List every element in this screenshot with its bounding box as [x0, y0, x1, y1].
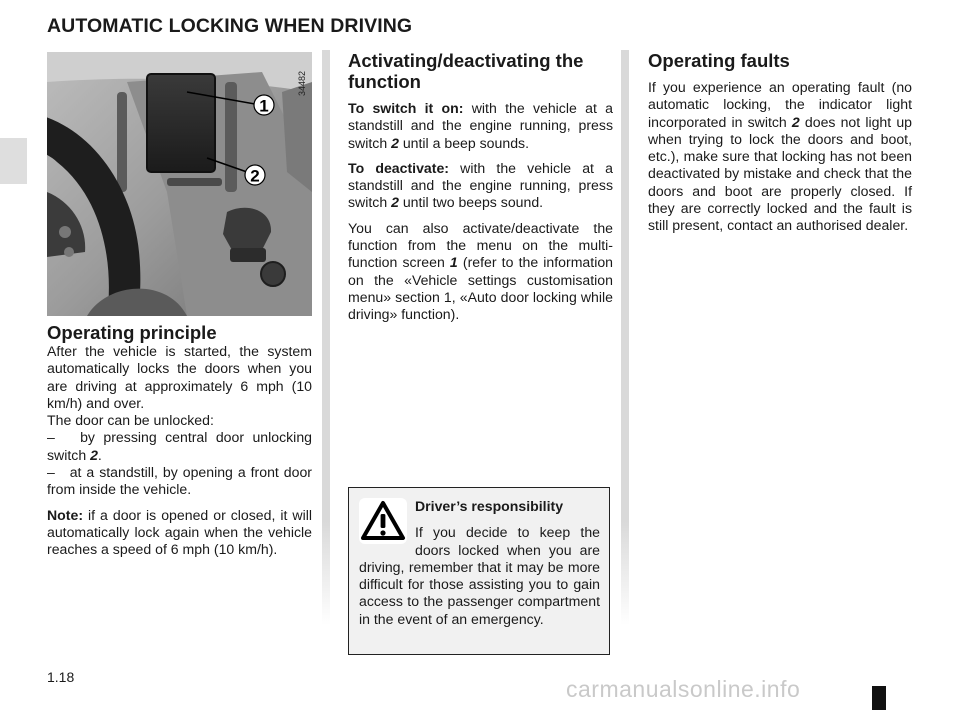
callout-1-label: 1	[259, 96, 269, 116]
faults-text-2: does not light up when trying to lock the doors and boot, etc.), make sure that locking has not been deactivated by mistake and check that the doors and boot are properly closed. If they are correctly locked and the fault is still present, contact an authorised dealer.	[648, 113, 912, 234]
menu-paragraph	[348, 220, 613, 324]
switch-on-text-2: until a beep sounds.	[398, 134, 529, 151]
warning-title: Driver’s responsibility	[415, 498, 564, 514]
faults-section	[648, 50, 912, 243]
unlock-intro: The door can be unlocked:	[47, 412, 214, 429]
faults-ref: 2	[791, 113, 800, 130]
deactivate-paragraph	[348, 160, 613, 212]
principle-section	[47, 322, 312, 567]
page-number: 1.18	[47, 669, 75, 685]
warning-triangle-icon	[359, 498, 407, 544]
callout-2-label: 2	[250, 166, 260, 186]
deactivate-text-1: with the vehicle at a standstill and the engine running, press switch	[348, 159, 613, 211]
faults-text	[648, 79, 912, 235]
unlock-option-1-end: .	[97, 446, 102, 463]
menu-ref: 1	[449, 254, 458, 271]
faults-heading: Operating faults	[648, 50, 790, 71]
unlock-option-2: – at a standstill, by opening a front door from inside the vehicle.	[47, 464, 312, 498]
column-divider-left	[322, 50, 330, 625]
dashboard-illustration	[47, 52, 312, 316]
footer-mark	[872, 686, 886, 710]
switch-on-paragraph	[348, 100, 613, 152]
menu-text-1: You can also activate/deactivate the function from the menu on the multi-function screen	[348, 219, 613, 271]
unlock-option-1	[47, 429, 312, 464]
activation-section	[348, 50, 613, 332]
watermark: carmanualsonline.info	[566, 676, 801, 702]
note-label: Note:	[47, 506, 84, 523]
section-tab	[0, 138, 27, 184]
principle-text: After the vehicle is started, the system automatically locks the doors when you are driving at approximately 6 mph (10 km/h) and over.	[47, 343, 312, 411]
menu-text-2: (refer to the information on the «Vehicle settings customisation menu» section 1, «Auto door locking while driving» function).	[348, 254, 613, 323]
page-title: AUTOMATIC LOCKING WHEN DRIVING	[47, 15, 413, 37]
column-divider-right	[621, 50, 629, 625]
switch-on-text-1: with the vehicle at a standstill and the engine running, press switch	[348, 100, 613, 151]
deactivate-ref: 2	[391, 194, 399, 211]
deactivate-label: To deactivate:	[348, 159, 449, 176]
dashboard-photo	[47, 52, 312, 316]
activation-heading: Activating/deactivating the function	[348, 50, 584, 92]
deactivate-text-2: until two beeps sound.	[398, 194, 544, 211]
principle-note	[47, 507, 312, 559]
switch-on-label: To switch it on:	[348, 100, 464, 116]
warning-text: If you decide to keep the doors locked when you are driving, remember that it may be more difficult for those assisting you to gain access to the passenger compartment in the event of an emergency.	[359, 524, 600, 627]
principle-heading: Operating principle	[47, 322, 217, 343]
faults-text-1: If you experience an operating fault (no automatic locking, the indicator light incorporated in switch	[648, 79, 912, 130]
driver-responsibility-box	[348, 487, 610, 655]
photo-ref-code: 34482	[297, 70, 307, 96]
switch-on-ref: 2	[391, 134, 399, 151]
note-text: if a door is opened or closed, it will automatically lock again when the vehicle reaches a speed of 6 mph (10 km/h).	[47, 506, 312, 558]
unlock-option-1-ref: 2	[90, 446, 98, 463]
unlock-option-1-text: – by pressing central door unlocking switch	[47, 429, 312, 463]
